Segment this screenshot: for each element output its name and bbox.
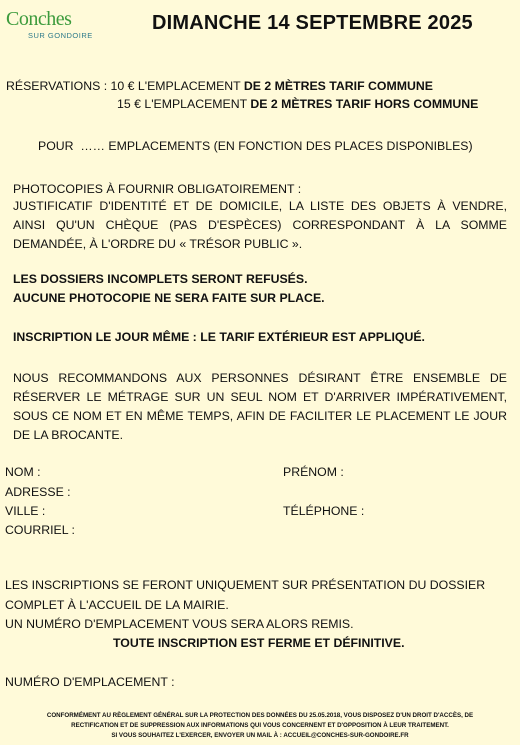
reservations-label: RÉSERVATIONS : 10 € L'EMPLACEMENT [6,79,244,93]
nom-label: NOM : [5,465,41,479]
inscriptions-line-3: UN NUMÉRO D'EMPLACEMENT VOUS SERA ALORS REMIS. [5,617,354,631]
reservations-line-2 [117,97,478,111]
gdpr-line-2: RECTIFICATION ET DE SUPPRESSION AUX INFORMATIONS QUI VOUS CONCERNENT ET D'OPPOSITION À LEUR TRAITEMENT. [71,722,449,729]
adresse-label: ADRESSE : [5,485,71,499]
same-day-notice: INSCRIPTION LE JOUR MÊME : LE TARIF EXTÉRIEUR EST APPLIQUÉ. [13,330,425,344]
photocopies-text: JUSTIFICATIF D'IDENTITÉ ET DE DOMICILE, LA LISTE DES OBJETS À VENDRE, AINSI QU'UN CHÈQUE (PAS D'ESPÈCES) CORRESPONDANT À LA SOMME DEMANDÉE, À L'ORDRE DU « TRÉSOR PUBLIC ». [13,199,507,251]
reservations-commune: DE 2 MÈTRES TARIF COMMUNE [243,79,433,93]
prenom-label: PRÉNOM : [283,465,344,479]
no-photocopy-warning: AUCUNE PHOTOCOPIE NE SERA FAITE SUR PLACE. [13,291,325,305]
numero-emplacement-label: NUMÉRO D'EMPLACEMENT : [5,675,175,689]
conches-logo [2,8,112,48]
logo-main-text: Conches [6,8,72,30]
recommendation-text: NOUS RECOMMANDONS AUX PERSONNES DÉSIRANT ÊTRE ENSEMBLE DE RÉSERVER LE MÉTRAGE SUR UN SEUL NOM ET D'ARRIVER IMPÉRATIVEMENT, SOUS CE NOM ET EN MÊME TEMPS, AFIN DE FACILITER LE PLACEMENT LE JOUR DE LA BROCANTE. [13,371,507,442]
event-date-title: DIMANCHE 14 SEPTEMBRE 2025 [152,12,473,34]
gdpr-line-1: CONFORMÉMENT AU RÈGLEMENT GÉNÉRAL SUR LA PROTECTION DES DONNÉES DU 25.05.2018, VOUS DISPOSEZ D'UN DROIT D'ACCÈS, DE [46,712,474,719]
courriel-label: COURRIEL : [5,523,75,537]
photocopies-heading: PHOTOCOPIES À FOURNIR OBLIGATOIREMENT : [13,182,302,196]
ville-label: VILLE : [5,504,46,518]
gdpr-line-3: SI VOUS SOUHAITEZ L'EXERCER, ENVOYER UN MAIL À : ACCUEIL@CONCHES-SUR-GONDOIRE.FR [111,732,409,739]
reservations-hors-commune: DE 2 MÈTRES TARIF HORS COMMUNE [250,97,479,111]
reservations-line2-prefix: 15 € L'EMPLACEMENT [117,97,251,111]
reservations-line-1 [6,79,433,93]
gdpr-notice [0,711,520,741]
logo-sub-text: SUR GONDOIRE [28,31,93,40]
final-inscription-notice: TOUTE INSCRIPTION EST FERME ET DÉFINITIVE. [113,636,405,650]
incomplete-warning: LES DOSSIERS INCOMPLETS SERONT REFUSÉS. [13,272,308,286]
inscriptions-line-2: COMPLET À L'ACCUEIL DE LA MAIRIE. [5,598,229,612]
emplacements-count-line: POUR …… EMPLACEMENTS (EN FONCTION DES PLACES DISPONIBLES) [38,139,473,153]
telephone-label: TÉLÉPHONE : [283,504,365,518]
inscriptions-line-1: LES INSCRIPTIONS SE FERONT UNIQUEMENT SUR PRÉSENTATION DU DOSSIER [5,578,486,592]
